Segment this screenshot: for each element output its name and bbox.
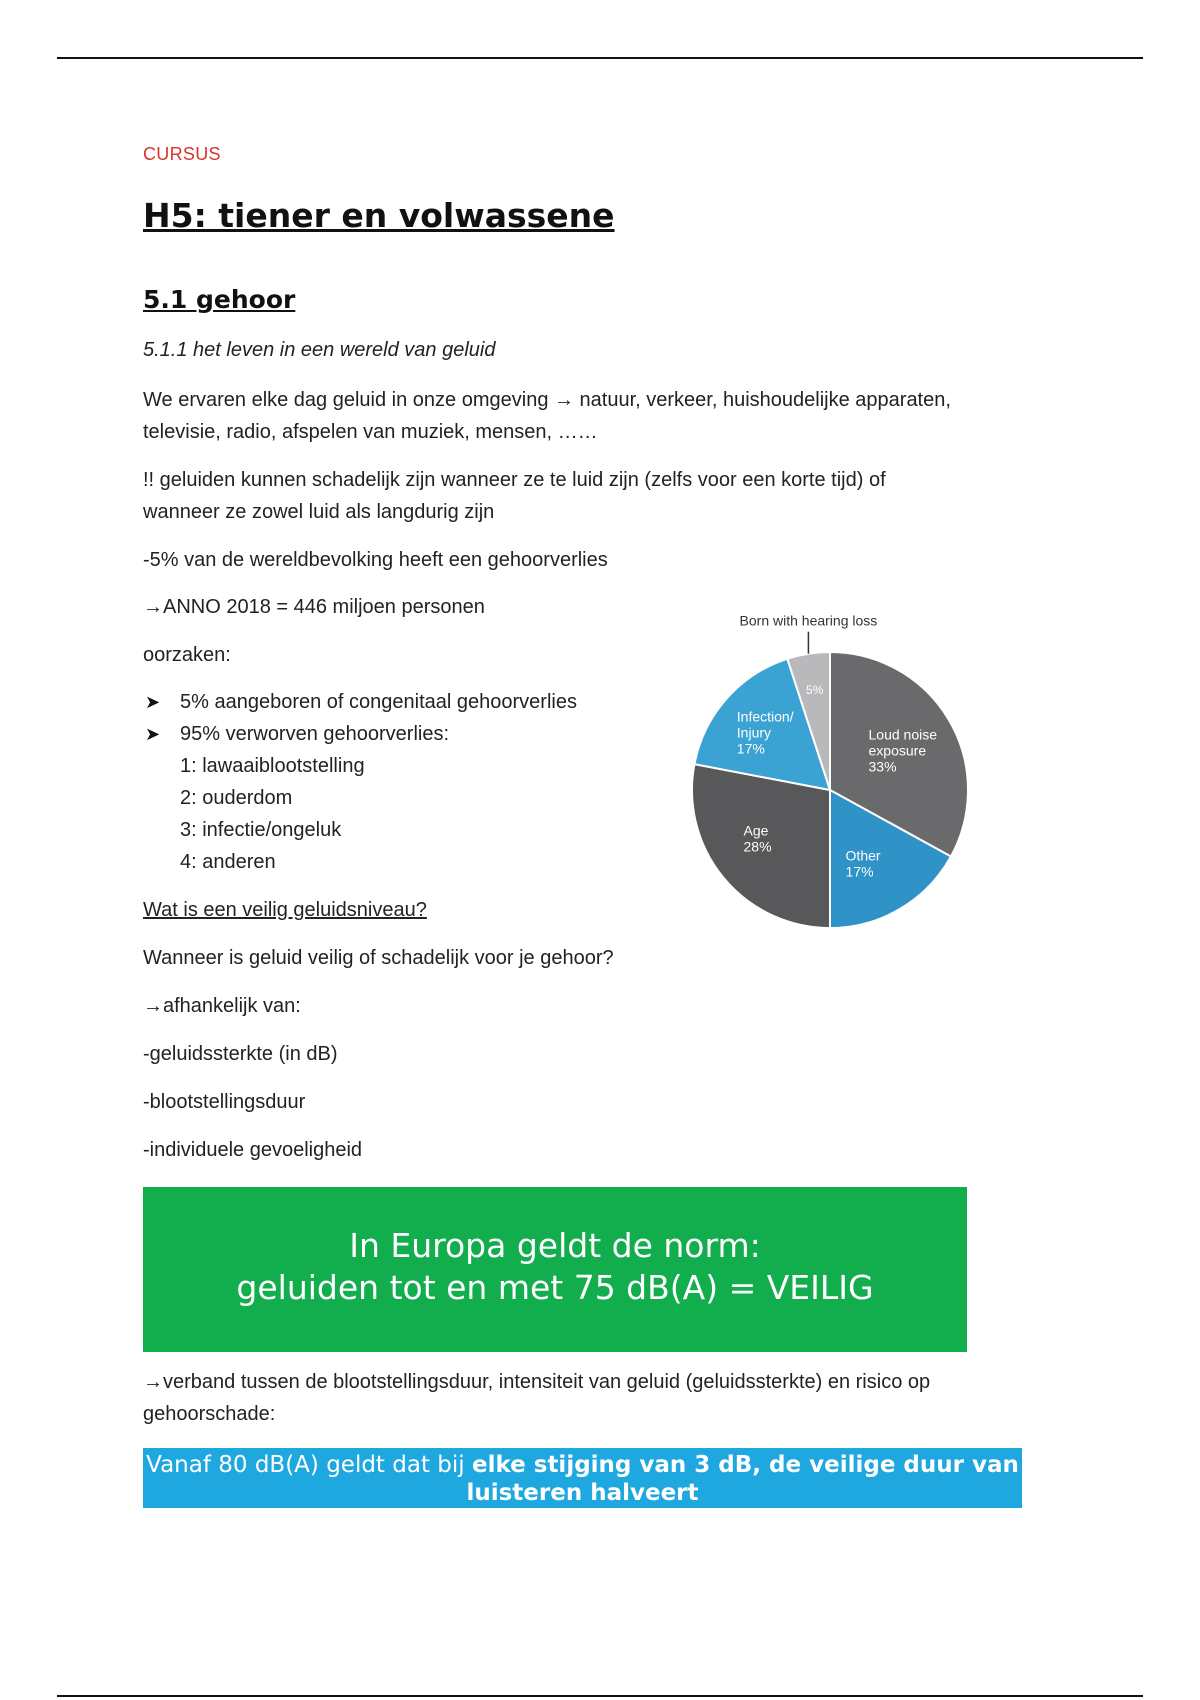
pie-slice-label: 5% [806, 683, 824, 698]
sub-list-item: 1: lawaaiblootstelling [180, 755, 365, 777]
paragraph-line: -individuele gevoeligheid [143, 1139, 363, 1161]
arrow-bullet-icon: ➤ [145, 724, 161, 744]
top-rule [57, 57, 1143, 59]
pie-slice-label: Loud noise exposure 33% [868, 726, 938, 775]
norm-banner [143, 1187, 967, 1352]
rule-banner-text: Vanaf 80 dB(A) geldt dat bij [146, 1452, 472, 1478]
bottom-rule [57, 1695, 1143, 1697]
pie-slice-label: Infection/ Injury 17% [736, 708, 794, 757]
paragraph-line: →verband tussen de blootstellingsduur, intensiteit van geluid (geluidssterkte) en risico op [143, 1371, 931, 1393]
paragraph-line: -geluidssterkte (in dB) [143, 1043, 338, 1065]
paragraph-line: -5% van de wereldbevolking heeft een gehoorverlies [143, 549, 608, 571]
sub-list-item: 2: ouderdom [180, 787, 293, 809]
section-heading: 5.1 gehoor [143, 285, 296, 314]
arrow-bullet-icon: ➤ [145, 692, 161, 712]
paragraph-line: →afhankelijk van: [143, 995, 301, 1017]
rule-banner-bold-text: elke stijging van 3 dB, de veilige duur van luisteren halveert [466, 1452, 1019, 1506]
norm-banner-line: geluiden tot en met 75 dB(A) = VEILIG [236, 1268, 874, 1307]
list-item [143, 686, 577, 718]
paragraph-line: wanneer ze zowel luid als langdurig zijn [143, 501, 495, 523]
page-title: H5: tiener en volwassene [143, 196, 615, 235]
callout-label: Born with hearing loss [739, 612, 878, 629]
course-label: CURSUS [143, 144, 221, 164]
causes-list [143, 686, 577, 878]
question-heading: Wat is een veilig geluidsniveau? [143, 899, 427, 921]
rule-banner [143, 1448, 1022, 1508]
hearing-loss-pie-chart [680, 605, 1000, 935]
pie-slice-label: Age 28% [743, 822, 772, 855]
paragraph-line: gehoorschade: [143, 1403, 276, 1425]
list-item-text: 95% verworven gehoorverlies: [180, 723, 450, 745]
sub-list-item: 3: infectie/ongeluk [180, 819, 342, 841]
list-item-text: 5% aangeboren of congenitaal gehoorverlies [180, 691, 577, 713]
paragraph-line: televisie, radio, afspelen van muziek, mensen, …… [143, 421, 598, 443]
sub-list-item: 4: anderen [180, 851, 276, 873]
pie-chart-svg [680, 605, 1000, 935]
paragraph-line: -blootstellingsduur [143, 1091, 306, 1113]
paragraph-line: We ervaren elke dag geluid in onze omgeving → natuur, verkeer, huishoudelijke apparaten, [143, 389, 951, 411]
paragraph-line: →ANNO 2018 = 446 miljoen personen [143, 596, 485, 618]
paragraph-line: Wanneer is geluid veilig of schadelijk voor je gehoor? [143, 947, 614, 969]
paragraph-line: oorzaken: [143, 644, 231, 666]
norm-banner-line: In Europa geldt de norm: [349, 1226, 761, 1265]
pie-slice-label: Other 17% [845, 847, 881, 880]
subsection-heading: 5.1.1 het leven in een wereld van geluid [143, 339, 496, 361]
list-item [143, 718, 577, 750]
paragraph-line: !! geluiden kunnen schadelijk zijn wanneer ze te luid zijn (zelfs voor een korte tijd) of [143, 469, 886, 491]
